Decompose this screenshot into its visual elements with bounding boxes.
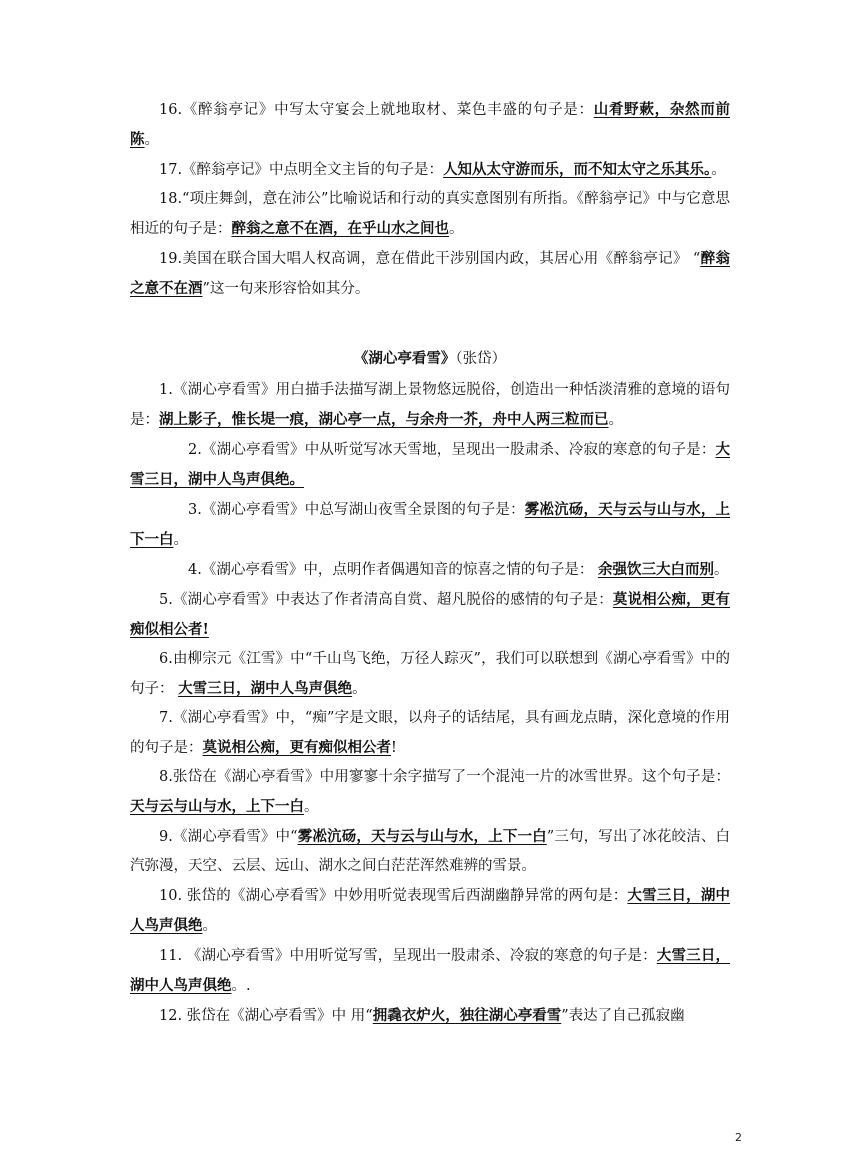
question-item [130, 1001, 730, 1031]
section-title [130, 344, 730, 374]
question-item [130, 585, 730, 645]
question-text: 12. 张岱在《湖心亭看雪》中 用“ [159, 1008, 373, 1024]
question-text: 9.《湖心亭看雪》中“ [159, 829, 298, 845]
question-item [130, 376, 730, 435]
question-item [130, 435, 730, 495]
question-item [130, 555, 730, 585]
question-item [130, 95, 730, 155]
question-item [130, 244, 730, 304]
question-text-tail: ! [391, 740, 397, 756]
section-title-text: 《湖心亭看雪》 [353, 350, 456, 367]
page-content [130, 95, 730, 1031]
question-text: 7.《湖心亭看雪》中，“痴”字是文眼，以舟子的话结尾，具有画龙点睛，深化意境的作用的句子是： [130, 710, 730, 756]
question-text-tail: 。 [352, 681, 367, 697]
question-text: 1.《湖心亭看雪》用白描手法描写湖上景物悠远脱俗，创造出一种恬淡清雅的意境的语句是： [130, 382, 730, 428]
question-item [130, 881, 730, 941]
question-text: 11. 《湖心亭看雪》中用听觉写雪，呈现出一股肃杀、冷寂的寒意的句子是： [159, 948, 657, 964]
question-text-tail: 。 [711, 162, 726, 178]
question-text-tail: ”这一句来形容恰如其分。 [202, 281, 370, 297]
question-text: 17.《醉翁亭记》中点明全文主旨的句子是： [159, 162, 444, 178]
question-text-tail: 。 [144, 132, 159, 148]
answer-text: 天与云与山与水，上下一白 [130, 798, 304, 815]
question-text: 10. 张岱的《湖心亭看雪》中妙用听觉表现雪后西湖幽静异常的两句是： [159, 888, 628, 904]
question-text: 5.《湖心亭看雪》中表达了作者清高自赏、超凡脱俗的感情的句子是： [159, 592, 613, 608]
question-text: 2.《湖心亭看雪》中从听觉写冰天雪地，呈现出一股肃杀、冷寂的寒意的句子是： [188, 442, 716, 458]
question-item [130, 941, 730, 1001]
question-item [130, 763, 730, 822]
answer-text: 大雪三日，湖中人鸟声俱绝。 [130, 441, 730, 488]
question-item [130, 185, 730, 244]
answer-text: 余强饮三大白而别 [597, 561, 714, 578]
question-text: 16.《醉翁亭记》中写太守宴会上就地取材、菜色丰盛的句子是： [159, 102, 594, 118]
answer-text: 人知从太守游而乐，而不知太守之乐其乐。 [443, 161, 712, 178]
question-item [130, 704, 730, 763]
answer-text: 湖上影子，惟长堤一痕，湖心亭一点，与余舟一芥，舟中人两三粒而已 [159, 411, 609, 428]
answer-text: 大雪三日，湖中人鸟声俱绝 [178, 680, 353, 697]
question-text-tail: 。 [449, 221, 464, 237]
question-item [130, 645, 730, 704]
answer-text: 大雪三日，湖中人鸟声俱绝 [130, 947, 731, 994]
question-text-tail: ”表达了自己孤寂幽 [561, 1008, 685, 1024]
answer-text: 雾凇沆砀，天与云与山与水，上下一白 [130, 501, 730, 548]
question-text: 6.由柳宗元《江雪》中“千山鸟飞绝，万径人踪灭”，我们可以联想到《湖心亭看雪》中的句子： [130, 651, 730, 697]
question-text: 18.“项庄舞剑，意在沛公”比喻说话和行动的真实意图别有所指。《醉翁亭记》中与它意思相近的句子是： [130, 191, 730, 237]
question-item [130, 822, 730, 881]
page-number: 2 [735, 1131, 742, 1144]
answer-text: 莫说相公痴，更有痴似相公者 [202, 739, 391, 756]
question-text: 3.《湖心亭看雪》中总写湖山夜雪全景图的句子是： [188, 502, 525, 518]
answer-text: 大雪三日，湖中人鸟声俱绝 [130, 887, 730, 934]
answer-text: 醉翁之意不在酒 [130, 250, 730, 297]
question-item [130, 155, 730, 185]
question-text: 4.《湖心亭看雪》中，点明作者偶遇知音的惊喜之情的句子是： [188, 562, 598, 578]
question-text-tail: 。 [608, 412, 623, 428]
answer-text: 雾凇沆砀，天与云与山与水，上下一白 [297, 828, 547, 845]
question-text-tail: 。 [202, 918, 217, 934]
question-text: 8.张岱在《湖心亭看雪》中用寥寥十余字描写了一个混沌一片的冰雪世界。这个句子是： [159, 769, 730, 785]
answer-text: 拥毳衣炉火，独往湖心亭看雪 [372, 1007, 562, 1024]
section-author: （张岱） [455, 351, 507, 367]
question-text-tail: 。 [173, 532, 188, 548]
question-text-tail: 。. [231, 978, 251, 994]
question-text-tail: 。 [304, 799, 319, 815]
question-text: 19.美国在联合国大唱人权高调，意在借此干涉别国内政，其居心用《醉翁亭记》 “ [159, 251, 701, 267]
question-text-tail: ”三句，写出了冰花皎洁、白汽弥漫，天空、云层、远山、湖水之间白茫茫浑然难辨的雪景。 [130, 829, 731, 874]
answer-text: 山肴野蔌，杂然而前陈 [130, 101, 730, 148]
answer-text: 莫说相公痴，更有痴似相公者! [130, 591, 730, 638]
answer-text: 醉翁之意不在酒，在乎山水之间也 [231, 220, 449, 237]
question-text-tail: 。 [713, 562, 729, 578]
question-item [130, 495, 730, 555]
